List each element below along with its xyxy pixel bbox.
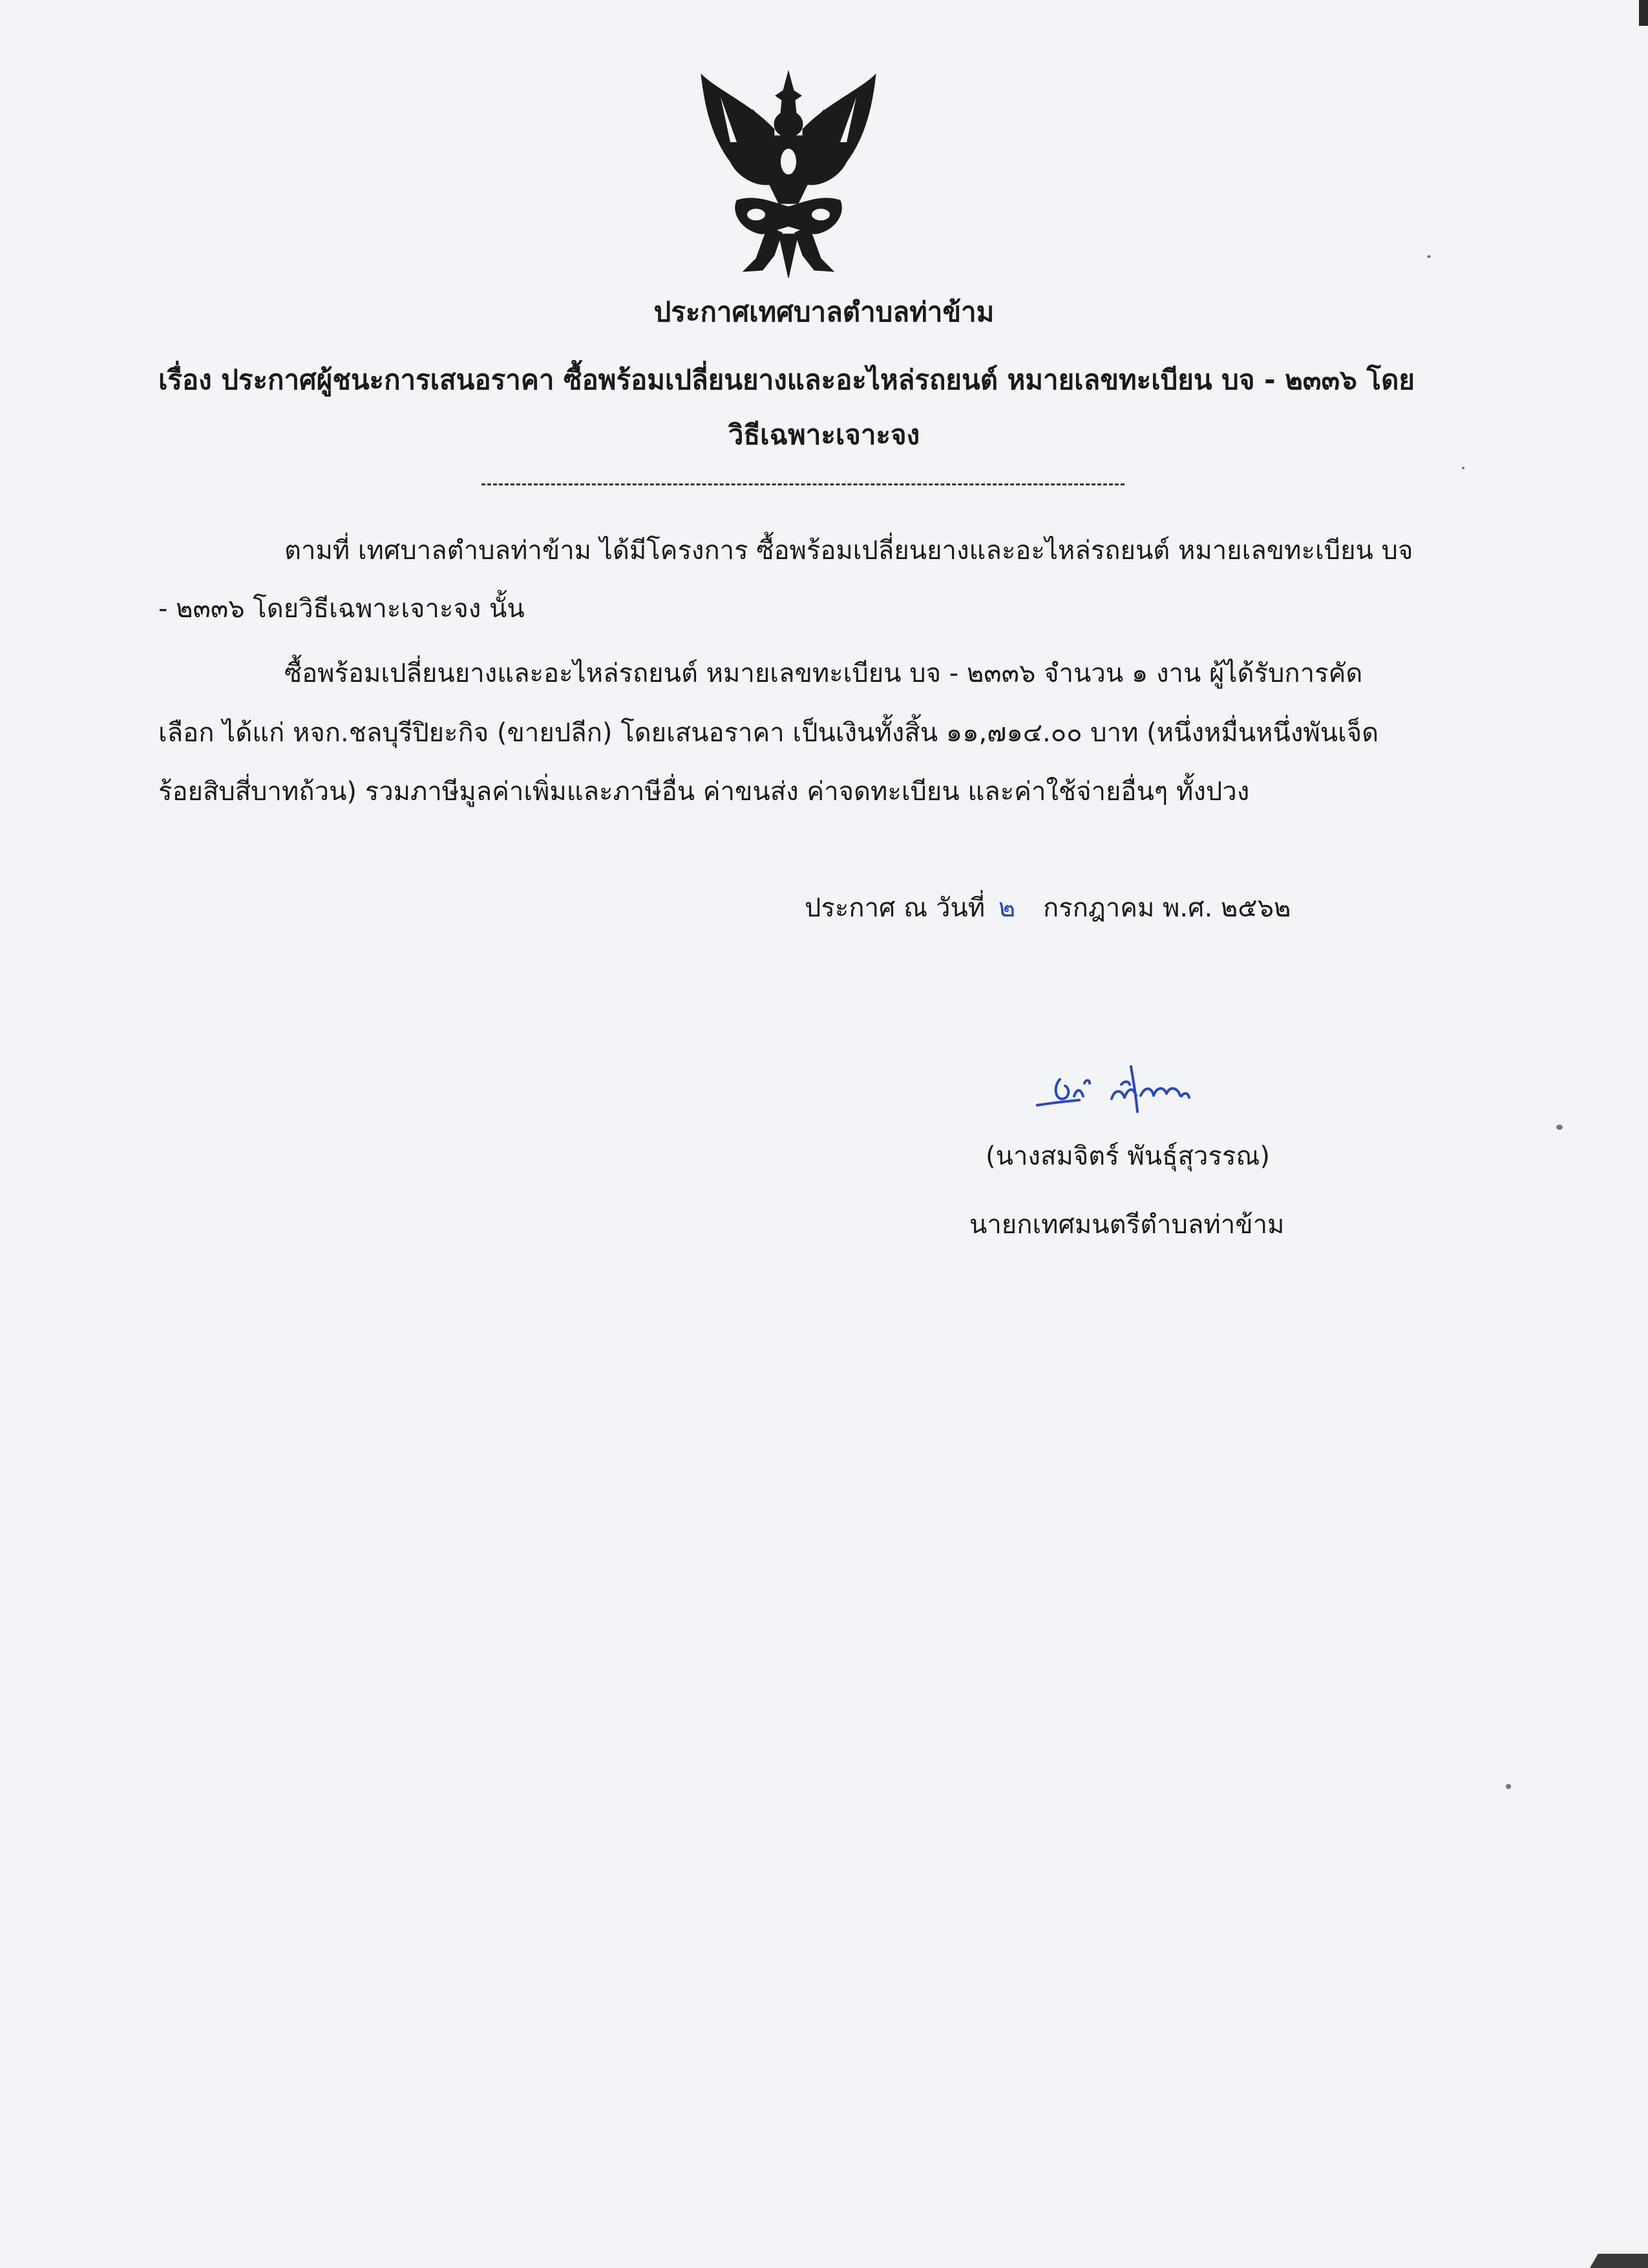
scan-speck: [1427, 255, 1431, 258]
date-prefix: ประกาศ ณ วันที่: [805, 893, 986, 923]
signer-title: นายกเทศมนตรีตำบลท่าข้าม: [969, 1210, 1285, 1240]
signer-name: (นางสมจิตร์ พันธุ์สุวรรณ): [986, 1141, 1271, 1171]
subject-line-1: เรื่อง ประกาศผู้ชนะการเสนอราคา ซื้อพร้อมเปลี่ยนยางและอะไหล่รถยนต์ หมายเลขทะเบียน บจ - ๒๓๓๖ โดย: [158, 364, 1415, 396]
garuda-emblem-icon: [692, 65, 885, 284]
scan-speck: [1462, 467, 1464, 469]
scan-speck: [1506, 1784, 1511, 1789]
paragraph-1-line-1: ตามที่ เทศบาลตำบลท่าข้าม ได้มีโครงการ ซื้อพร้อมเปลี่ยนยางและอะไหล่รถยนต์ หมายเลขทะเบียน บจ: [284, 536, 1413, 566]
subject-line-2: วิธีเฉพาะเจาะจง: [728, 419, 920, 450]
paragraph-2-line-1: ซื้อพร้อมเปลี่ยนยางและอะไหล่รถยนต์ หมายเลขทะเบียน บจ - ๒๓๓๖ จำนวน ๑ งาน ผู้ได้รับการคัด: [284, 659, 1363, 688]
handwritten-signature-icon: [1034, 1060, 1228, 1118]
announcement-title: ประกาศเทศบาลตำบลท่าข้าม: [653, 296, 995, 328]
scan-edge-bottom-right: [1590, 2254, 1648, 2268]
scan-speck: [1556, 1125, 1563, 1130]
date-day: ๒: [998, 893, 1016, 923]
paragraph-2-line-2: เลือก ได้แก่ หจก.ชลบุรีปิยะกิจ (ขายปลีก) โดยเสนอราคา เป็นเงินทั้งสิ้น ๑๑,๗๑๔.๐๐ บาท (หนึ่งหมื่นหนึ่งพันเจ็ด: [158, 718, 1379, 748]
announcement-date: [805, 891, 1291, 926]
paragraph-2-line-3: ร้อยสิบสี่บาทถ้วน) รวมภาษีมูลค่าเพิ่มและภาษีอื่น ค่าขนส่ง ค่าจดทะเบียน และค่าใช้จ่ายอื่นๆ ทั้งปวง: [158, 777, 1250, 807]
separator-rule: [481, 483, 1125, 485]
paragraph-1-line-2: - ๒๓๓๖ โดยวิธีเฉพาะเจาะจง นั้น: [158, 594, 525, 624]
scan-edge-top-right: [1639, 0, 1648, 26]
date-month-year: กรกฎาคม พ.ศ. ๒๕๖๒: [1042, 893, 1291, 923]
